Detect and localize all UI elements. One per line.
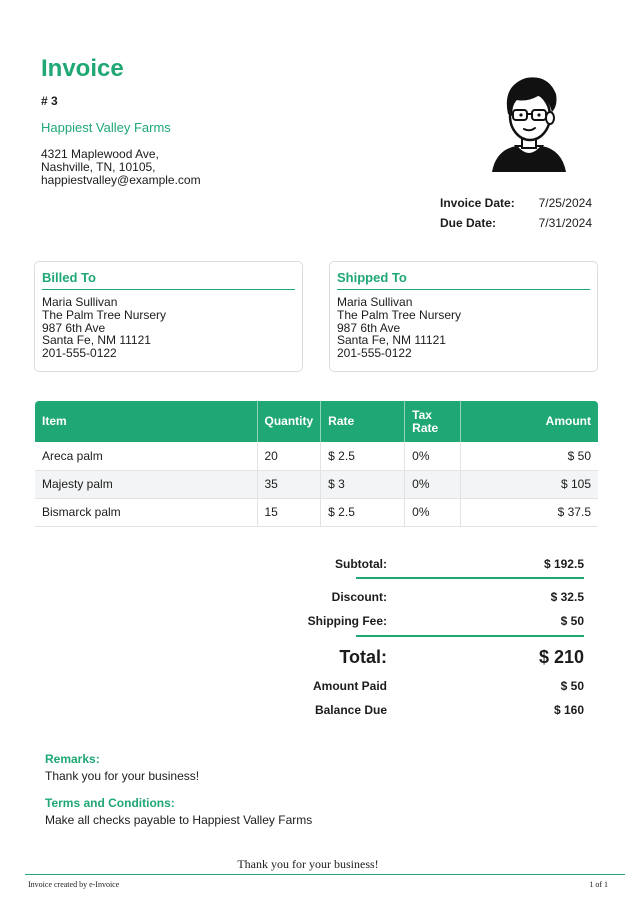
table-row <box>35 442 598 470</box>
cell-quantity: 20 <box>257 442 321 470</box>
discount-label: Discount: <box>331 590 387 604</box>
billed-to-line: 201-555-0122 <box>42 346 117 361</box>
amount-paid-value: $ 50 <box>560 679 584 693</box>
col-header-tax-rate: Tax Rate <box>405 401 461 442</box>
terms-text: Make all checks payable to Happiest Valley Farms <box>45 813 313 827</box>
col-header-amount: Amount <box>461 401 598 442</box>
invoice-date-label: Invoice Date: <box>440 196 515 210</box>
due-date-label: Due Date: <box>440 216 497 230</box>
company-address <box>41 148 201 187</box>
table-row <box>35 470 598 498</box>
billed-to-line: Santa Fe, NM 11121 <box>42 333 151 348</box>
invoice-date-value: 7/25/2024 <box>538 196 592 210</box>
footer-thanks: Thank you for your business! <box>237 857 379 871</box>
footer-divider <box>25 874 625 875</box>
shipped-to-line: Maria Sullivan <box>337 295 413 309</box>
table-row <box>35 498 598 526</box>
shipped-to-line: The Palm Tree Nursery <box>337 307 462 322</box>
cell-quantity: 35 <box>257 470 321 498</box>
total-label: Total: <box>339 647 387 667</box>
cell-amount: $ 50 <box>461 442 598 470</box>
billed-to-line: 987 6th Ave <box>42 320 106 335</box>
invoice-title: Invoice <box>41 55 124 82</box>
table-header-row <box>35 401 598 442</box>
shipping-value: $ 50 <box>560 614 584 628</box>
address-line: Nashville, TN, 10105, <box>41 160 156 174</box>
balance-due-value: $ 160 <box>553 703 584 717</box>
cell-item: Bismarck palm <box>35 498 257 526</box>
shipped-to-card <box>329 261 598 372</box>
shipped-to-line: 987 6th Ave <box>337 320 401 335</box>
footer-created-by: Invoice created by e-Invoice <box>28 880 120 889</box>
address-line: 4321 Maplewood Ave, <box>41 147 159 161</box>
cell-rate: $ 3 <box>321 470 405 498</box>
discount-value: $ 32.5 <box>550 590 584 604</box>
terms-title: Terms and Conditions: <box>45 796 175 810</box>
cell-amount: $ 105 <box>461 470 598 498</box>
col-header-quantity: Quantity <box>257 401 321 442</box>
subtotal-label: Subtotal: <box>335 557 387 571</box>
due-date-value: 7/31/2024 <box>538 216 592 230</box>
cell-item: Areca palm <box>35 442 257 470</box>
col-header-item: Item <box>35 401 257 442</box>
cell-tax-rate: 0% <box>405 470 461 498</box>
remarks-title: Remarks: <box>45 752 100 766</box>
subtotal-value: $ 192.5 <box>543 557 584 571</box>
summary-divider <box>356 635 584 637</box>
avatar-icon <box>488 72 570 178</box>
company-name: Happiest Valley Farms <box>41 120 171 135</box>
items-table <box>35 401 598 527</box>
address-line: happiestvalley@example.com <box>41 173 201 187</box>
balance-due-label: Balance Due <box>314 703 387 717</box>
cell-quantity: 15 <box>257 498 321 526</box>
cell-tax-rate: 0% <box>405 498 461 526</box>
cell-tax-rate: 0% <box>405 442 461 470</box>
summary-divider <box>356 577 584 579</box>
footer-page-number: 1 of 1 <box>589 880 608 889</box>
cell-rate: $ 2.5 <box>321 498 405 526</box>
billed-to-line: The Palm Tree Nursery <box>42 307 167 322</box>
total-value: $ 210 <box>538 647 584 667</box>
amount-paid-label: Amount Paid <box>313 679 387 693</box>
col-header-rate: Rate <box>321 401 405 442</box>
invoice-number: # 3 <box>41 94 58 108</box>
shipping-label: Shipping Fee: <box>307 614 387 628</box>
cell-item: Majesty palm <box>35 470 257 498</box>
cell-rate: $ 2.5 <box>321 442 405 470</box>
shipped-to-line: 201-555-0122 <box>337 346 412 361</box>
remarks-text: Thank you for your business! <box>45 769 200 783</box>
shipped-to-line: Santa Fe, NM 11121 <box>337 333 446 348</box>
shipped-to-title: Shipped To <box>337 270 590 290</box>
billed-to-card <box>34 261 303 372</box>
billed-to-title: Billed To <box>42 270 295 290</box>
billed-to-line: Maria Sullivan <box>42 295 118 309</box>
cell-amount: $ 37.5 <box>461 498 598 526</box>
